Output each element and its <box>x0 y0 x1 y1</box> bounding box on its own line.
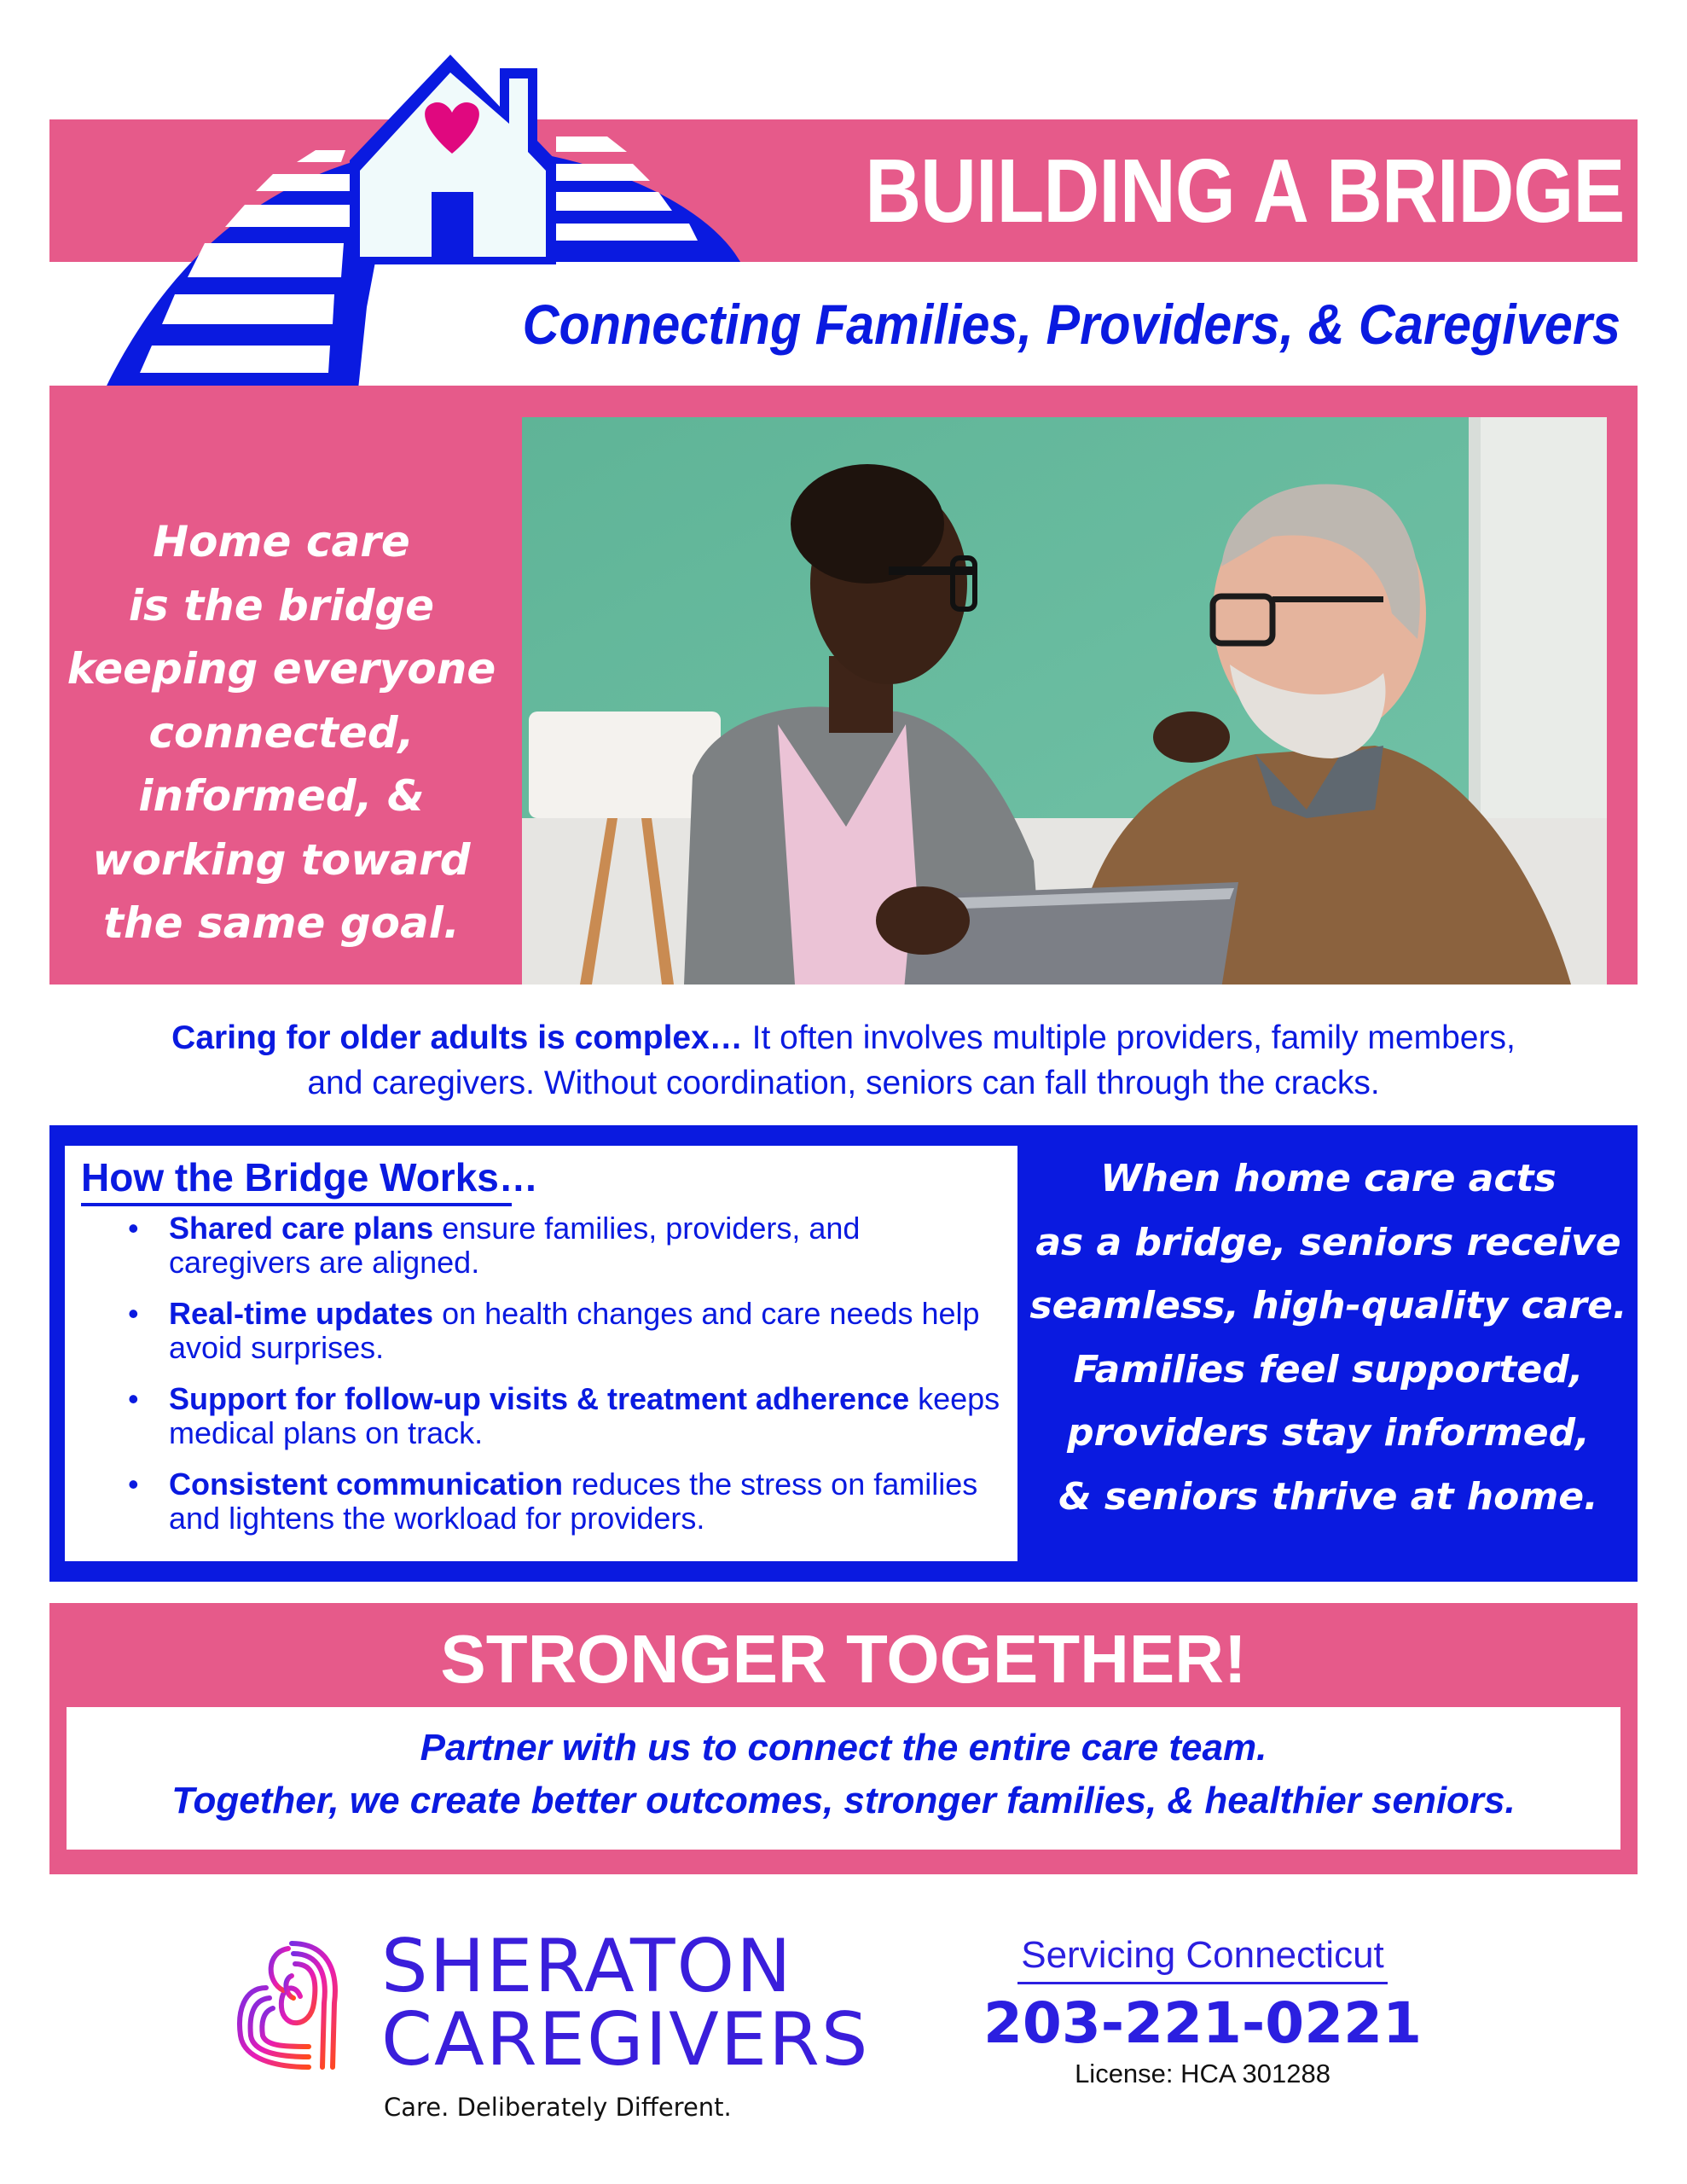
quote-line: is the bridge <box>128 580 435 630</box>
intro-text-2: and caregivers. Without coordination, seniors can fall through the cracks. <box>307 1065 1380 1101</box>
bullet-icon: • <box>128 1296 139 1331</box>
benefit-line: seamless, high-quality care. <box>1029 1284 1627 1327</box>
brand-name-line-2: CAREGIVERS <box>381 1997 870 2082</box>
how-it-works-heading: How the Bridge Works… <box>81 1155 538 1199</box>
list-item-bold: Real-time updates <box>169 1296 434 1331</box>
brand-tagline: Care. Deliberately Different. <box>384 2093 732 2122</box>
quote-line: connected, <box>148 707 415 758</box>
quote-line: the same goal. <box>103 898 460 948</box>
benefit-line: as a bridge, seniors receive <box>1035 1220 1621 1264</box>
bullet-icon: • <box>128 1467 139 1502</box>
hero-photo <box>522 417 1607 985</box>
stronger-together-title: STRONGER TOGETHER! <box>440 1621 1247 1697</box>
list-item-text: ensure families, providers, and caregivers are aligned. <box>169 1211 861 1280</box>
how-it-works-list <box>128 1211 1006 1553</box>
benefit-line: providers stay informed, <box>1067 1411 1590 1455</box>
phone-number[interactable]: 203-221-0221 <box>983 1990 1422 2056</box>
call-to-action-text <box>67 1722 1620 1827</box>
list-item-text: reduces the stress on families and lightens the workload for providers. <box>169 1467 978 1536</box>
list-item-bold: Support for follow-up visits & treatment adherence <box>169 1381 910 1416</box>
page-title: BUILDING A BRIDGE <box>865 141 1625 241</box>
brand-name-line-1: SHERATON <box>381 1924 793 2009</box>
license-number: License: HCA 301288 <box>1075 2059 1330 2088</box>
caregiver-photo-illustration <box>522 417 1607 985</box>
quote-line: working toward <box>92 834 471 885</box>
service-area: Servicing Connecticut <box>1017 1932 1388 1984</box>
intro-text-1: It often involves multiple providers, family members, <box>742 1019 1516 1056</box>
quote-line: keeping everyone <box>67 644 496 694</box>
bullet-icon: • <box>128 1211 139 1246</box>
list-item <box>128 1211 1006 1280</box>
benefit-line: & seniors thrive at home. <box>1058 1474 1598 1519</box>
bridge-benefits-text <box>1028 1147 1629 1529</box>
list-item <box>128 1382 1006 1450</box>
intro-paragraph <box>68 1015 1619 1106</box>
list-item-bold: Consistent communication <box>169 1467 564 1502</box>
cta-line-2: Together, we create better outcomes, stronger families, & healthier seniors. <box>171 1780 1516 1821</box>
list-item <box>128 1297 1006 1365</box>
brand-name <box>381 1924 870 2082</box>
contact-block <box>981 1932 1424 2090</box>
hero-quote <box>60 510 503 956</box>
intro-bold: Caring for older adults is complex… <box>171 1019 743 1056</box>
list-item-bold: Shared care plans <box>169 1211 434 1246</box>
benefit-line: Families feel supported, <box>1073 1347 1584 1391</box>
list-item-text: keeps medical plans on track. <box>169 1381 1000 1450</box>
quote-line: informed, & <box>138 771 425 821</box>
cta-line-1: Partner with us to connect the entire care team. <box>420 1727 1267 1769</box>
page-subtitle: Connecting Families, Providers, & Caregivers <box>522 293 1620 356</box>
heading-underline <box>81 1203 512 1206</box>
quote-line: Home care <box>153 517 410 566</box>
list-item <box>128 1467 1006 1536</box>
list-item-text: on health changes and care needs help avoid surprises. <box>169 1296 980 1365</box>
benefit-line: When home care acts <box>1100 1157 1557 1200</box>
bullet-icon: • <box>128 1381 139 1416</box>
fingerprint-heart-icon <box>232 1935 351 2071</box>
